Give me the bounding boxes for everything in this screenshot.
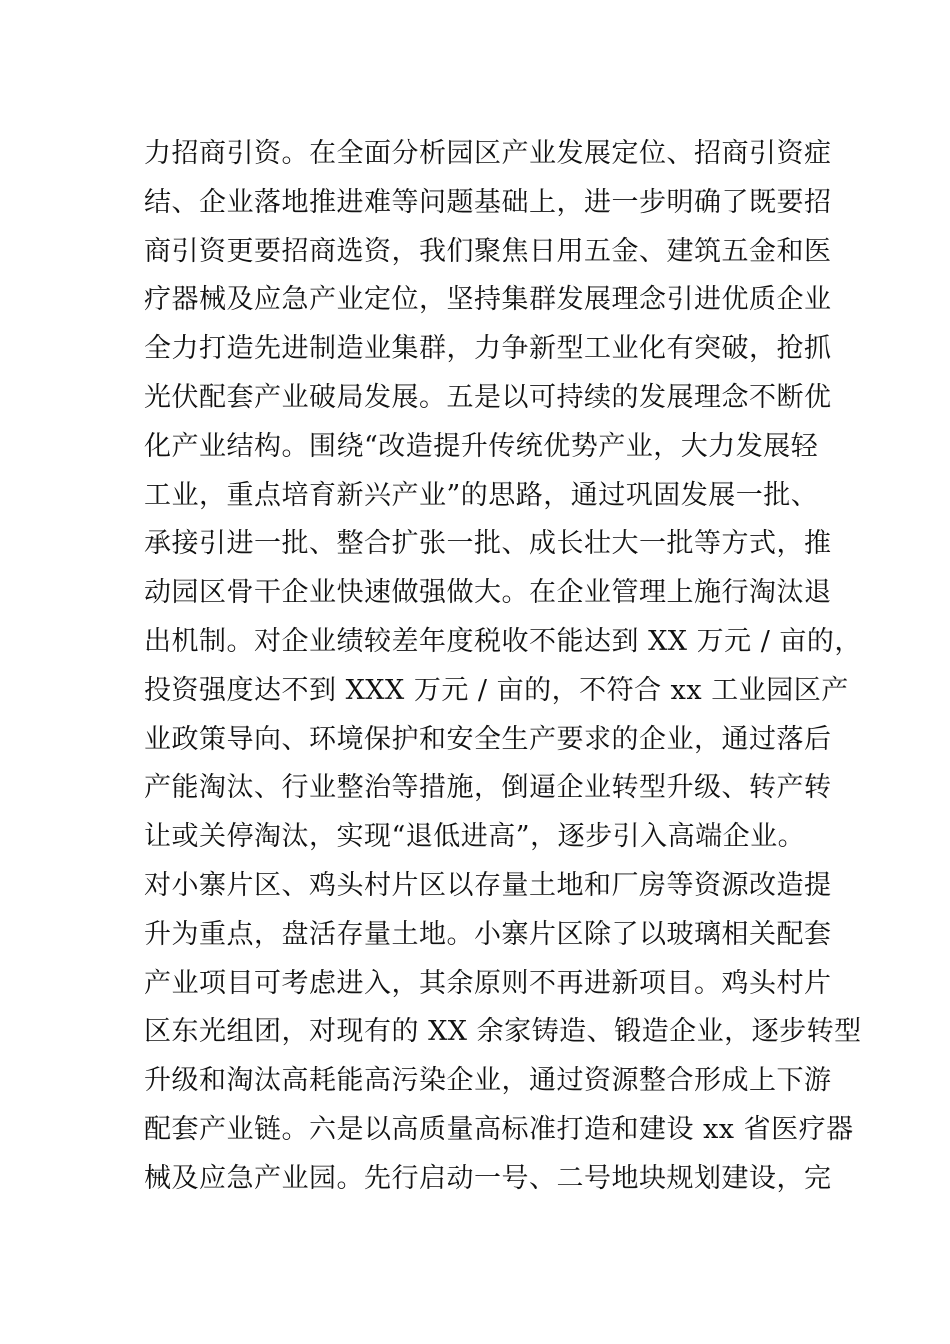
text-line: 产业项目可考虑进入，其余原则不再进新项目。鸡头村片 [144, 967, 832, 999]
text-line: 投资强度达不到 XXX 万元 / 亩的，不符合 xx 工业园区产 [144, 674, 849, 706]
text-line: 承接引进一批、整合扩张一批、成长壮大一批等方式，推 [144, 528, 832, 560]
text-line: 商引资更要招商选资，我们聚焦日用五金、建筑五金和医 [144, 235, 832, 267]
text-line: 动园区骨干企业快速做强做大。在企业管理上施行淘汰退 [144, 577, 832, 609]
text-line: 对小寨片区、鸡头村片区以存量土地和厂房等资源改造提 [144, 869, 832, 901]
text-line: 光伏配套产业破局发展。五是以可持续的发展理念不断优 [144, 381, 832, 413]
text-line: 升为重点，盘活存量土地。小寨片区除了以玻璃相关配套 [144, 918, 832, 950]
text-line: 区东光组团，对现有的 XX 余家铸造、锻造企业，逐步转型 [144, 1016, 862, 1048]
text-line: 业政策导向、环境保护和安全生产要求的企业，通过落后 [144, 723, 832, 755]
text-line: 出机制。对企业绩较差年度税收不能达到 XX 万元 / 亩的， [144, 625, 862, 657]
body-text [144, 130, 862, 1204]
text-line: 全力打造先进制造业集群，力争新型工业化有突破，抢抓 [144, 333, 832, 365]
text-line: 化产业结构。围绕“改造提升传统优势产业，大力发展轻 [144, 430, 819, 462]
text-line: 械及应急产业园。先行启动一号、二号地块规划建设，完 [144, 1162, 832, 1194]
text-line: 升级和淘汰高耗能高污染企业，通过资源整合形成上下游 [144, 1065, 832, 1097]
text-line: 配套产业链。六是以高质量高标准打造和建设 xx 省医疗器 [144, 1113, 854, 1145]
text-line: 力招商引资。在全面分析园区产业发展定位、招商引资症 [144, 138, 832, 169]
text-line: 产能淘汰、行业整治等措施，倒逼企业转型升级、转产转 [144, 772, 832, 804]
text-line: 工业，重点培育新兴产业”的思路，通过巩固发展一批、 [144, 479, 819, 511]
text-line: 结、企业落地推进难等问题基础上，进一步明确了既要招 [144, 186, 832, 218]
text-line: 疗器械及应急产业定位，坚持集群发展理念引进优质企业 [144, 284, 832, 316]
text-line: 让或关停淘汰，实现“退低进高”，逐步引入高端企业。 [144, 821, 806, 853]
